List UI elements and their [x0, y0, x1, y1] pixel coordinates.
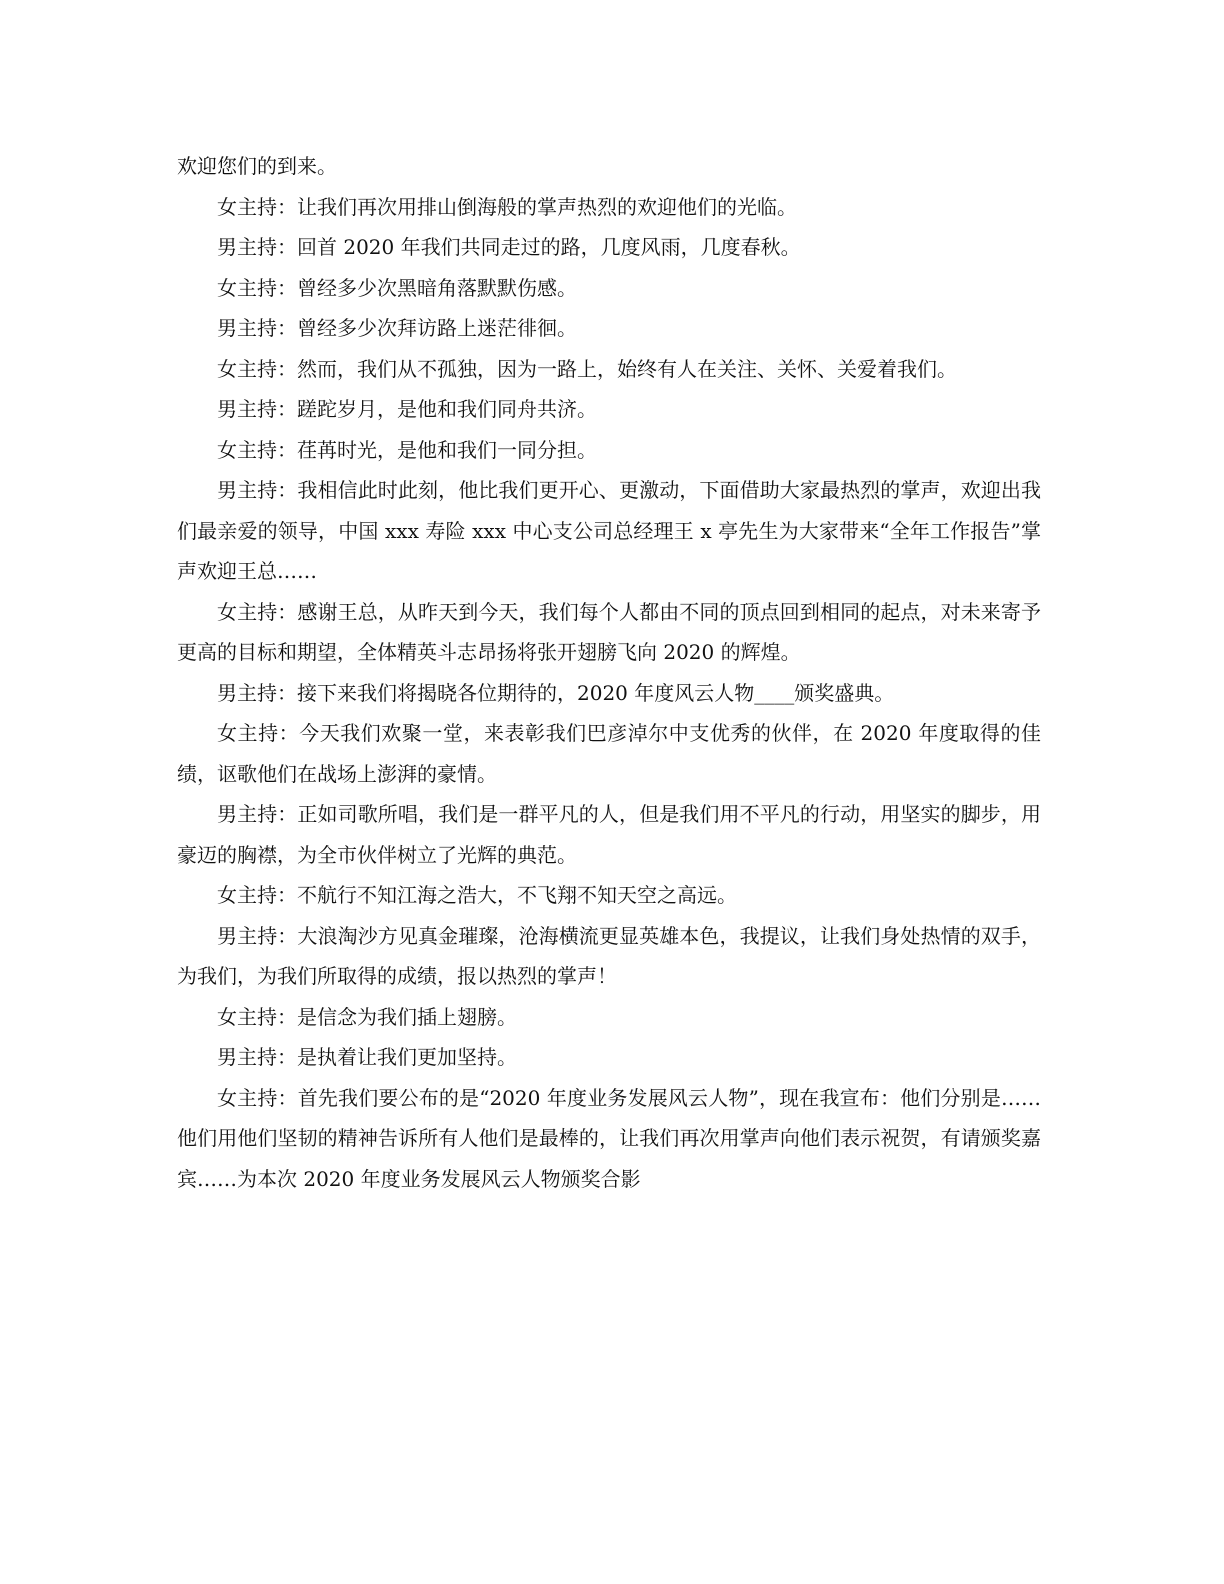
- paragraph: [177, 389, 1041, 430]
- paragraph-text: 接下来我们将揭晓各位期待的，2020 年度风云人物____颁奖盛典。: [297, 680, 895, 705]
- paragraph: [177, 268, 1041, 309]
- paragraph: [177, 430, 1041, 471]
- paragraph: [177, 592, 1041, 673]
- paragraph: [177, 997, 1041, 1038]
- speaker-label: 男主持：: [217, 316, 297, 340]
- speaker-label: 男主持：: [217, 397, 297, 421]
- speaker-label: 男主持：: [217, 235, 297, 259]
- paragraph: [177, 227, 1041, 268]
- paragraph-text: 回首 2020 年我们共同走过的路，几度风雨，几度春秋。: [297, 235, 801, 259]
- paragraph: [177, 794, 1041, 875]
- paragraph-text: 大浪淘沙方见真金璀璨，沧海横流更显英雄本色，我提议，让我们身处热情的双手，为我们，为我们所取得的成绩，报以热烈的掌声！: [177, 923, 1042, 988]
- paragraph-text: 我相信此时此刻，他比我们更开心、更激动，下面借助大家最热烈的掌声，欢迎出我们最亲爱的领导，中国 xxx 寿险 xxx 中心支公司总经理王 x 亭先生为大家带来“全年工作报告”掌声欢迎王总……: [177, 478, 1042, 583]
- speaker-label: 女主持：: [217, 1004, 297, 1029]
- paragraph-text: 荏苒时光，是他和我们一同分担。: [297, 437, 597, 462]
- paragraph-text: 是执着让我们更加坚持。: [297, 1045, 517, 1069]
- speaker-label: 女主持：: [217, 1085, 298, 1110]
- paragraph-text: 正如司歌所唱，我们是一群平凡的人，但是我们用不平凡的行动，用坚实的脚步，用豪迈的胸襟，为全市伙伴树立了光辉的典范。: [177, 802, 1042, 867]
- speaker-label: 女主持：: [217, 437, 297, 462]
- paragraph: [177, 308, 1041, 349]
- paragraph: [177, 916, 1041, 997]
- paragraph-text: 欢迎您们的到来。: [177, 154, 337, 178]
- paragraph: [177, 470, 1041, 592]
- paragraph: [177, 187, 1041, 228]
- paragraph-text: 是信念为我们插上翅膀。: [297, 1004, 517, 1029]
- paragraph: [177, 1037, 1041, 1078]
- speaker-label: 女主持：: [217, 599, 298, 624]
- paragraph: [177, 1078, 1041, 1200]
- paragraph-text: 蹉跎岁月，是他和我们同舟共济。: [297, 397, 597, 421]
- paragraph-text: 曾经多少次黑暗角落默默伤感。: [297, 275, 577, 300]
- paragraph-text: 不航行不知江海之浩大，不飞翔不知天空之高远。: [297, 883, 737, 907]
- speaker-label: 女主持：: [217, 721, 300, 745]
- speaker-label: 男主持：: [217, 1045, 297, 1069]
- paragraph-text: 感谢王总，从昨天到今天，我们每个人都由不同的顶点回到相同的起点，对未来寄予更高的目标和期望，全体精英斗志昂扬将张开翅膀飞向 2020 的辉煌。: [177, 599, 1042, 664]
- paragraph: [177, 713, 1041, 794]
- paragraph-text: 让我们再次用排山倒海般的掌声热烈的欢迎他们的光临。: [297, 194, 797, 219]
- paragraph: [177, 673, 1041, 714]
- paragraph: [177, 146, 1041, 187]
- speaker-label: 女主持：: [217, 883, 297, 907]
- speaker-label: 男主持：: [217, 478, 298, 502]
- speaker-label: 女主持：: [217, 194, 297, 219]
- paragraph: [177, 349, 1041, 390]
- speaker-label: 男主持：: [217, 680, 297, 705]
- document-body: [177, 146, 1041, 1199]
- paragraph-text: 首先我们要公布的是“2020 年度业务发展风云人物”，现在我宣布：他们分别是……他们用他们坚韧的精神告诉所有人他们是最棒的，让我们再次用掌声向他们表示祝贺，有请颁奖嘉宾……为本次 2020 年度业务发展风云人物颁奖合影: [177, 1085, 1041, 1191]
- paragraph-text: 然而，我们从不孤独，因为一路上，始终有人在关注、关怀、关爱着我们。: [297, 356, 957, 381]
- paragraph-text: 曾经多少次拜访路上迷茫徘徊。: [297, 316, 577, 340]
- speaker-label: 女主持：: [217, 275, 297, 300]
- paragraph: [177, 875, 1041, 916]
- speaker-label: 男主持：: [217, 923, 298, 948]
- paragraph-text: 今天我们欢聚一堂，来表彰我们巴彦淖尔中支优秀的伙伴，在 2020 年度取得的佳绩，讴歌他们在战场上澎湃的豪情。: [177, 721, 1041, 786]
- speaker-label: 男主持：: [217, 802, 298, 826]
- speaker-label: 女主持：: [217, 356, 297, 381]
